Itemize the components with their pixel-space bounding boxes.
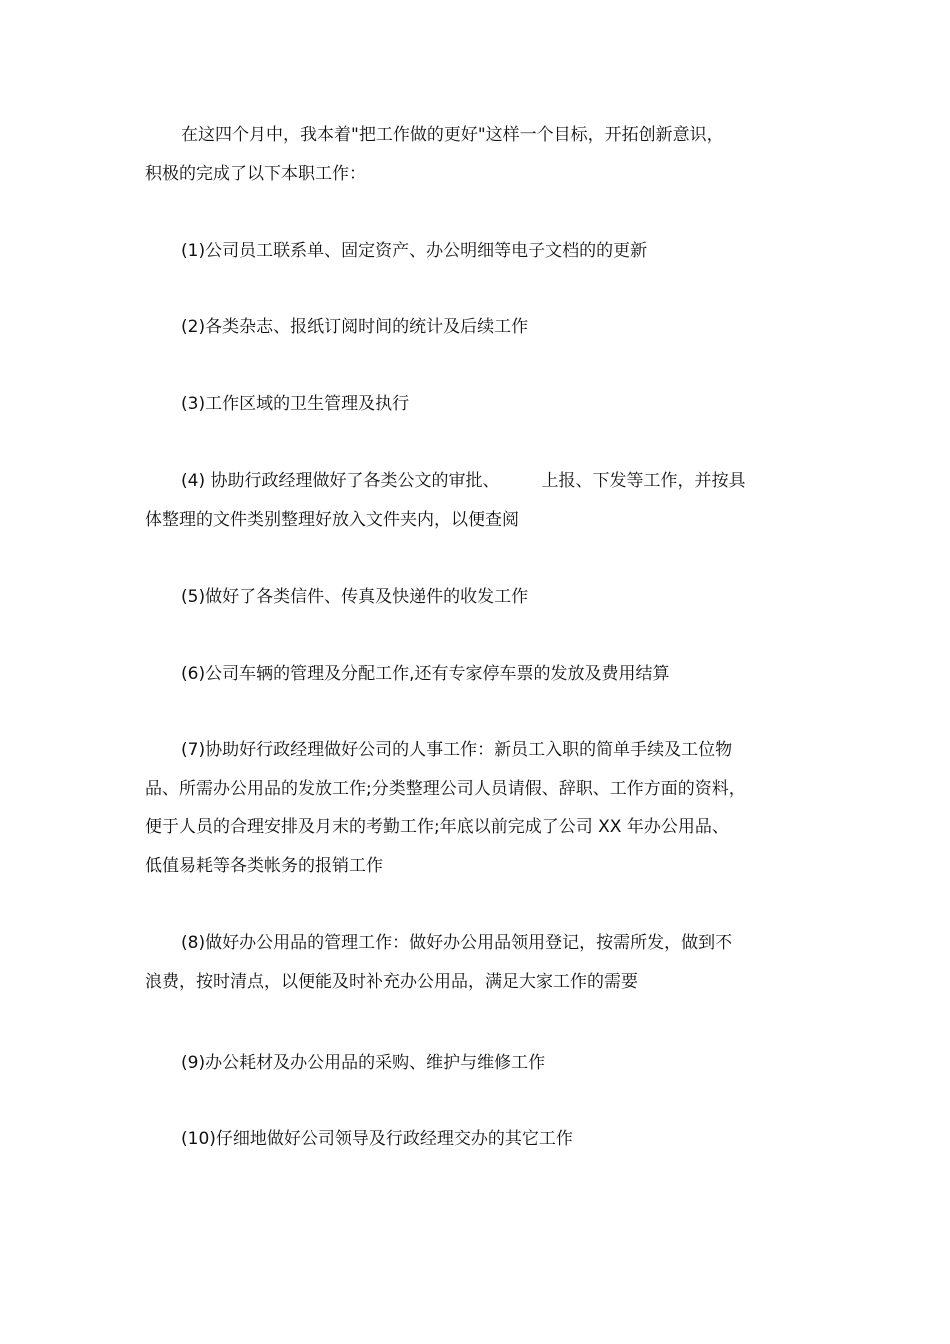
text-line: 低值易耗等各类帐务的报销工作 (145, 855, 383, 876)
text-line: 在这四个月中，我本着"把工作做的更好"这样一个目标，开拓创新意识， (181, 125, 724, 145)
text-line: (9)办公耗材及办公用品的采购、维护与维修工作 (181, 1053, 546, 1073)
text-line: (5)做好了各类信件、传真及快递件的收发工作 (181, 587, 529, 607)
list-item (145, 924, 810, 1001)
intro-paragraph (145, 116, 810, 193)
list-item (145, 385, 810, 424)
text-line: (10)仔细地做好公司领导及行政经理交办的其它工作 (181, 1129, 573, 1149)
list-item (145, 731, 810, 885)
text-line: (7)协助好行政经理做好公司的人事工作：新员工入职的简单手续及工位物 (181, 740, 733, 760)
text-line: 便于人员的合理安排及月末的考勤工作;年底以前完成了公司 XX 年办公用品、 (145, 817, 729, 837)
text-line (145, 462, 810, 501)
text-segment: 上报、下发等工作，并按具 (541, 471, 746, 491)
list-item (145, 1120, 810, 1159)
text-line: (2)各类杂志、报纸订阅时间的统计及后续工作 (181, 317, 529, 337)
list-item (145, 1044, 810, 1083)
text-line: (3)工作区域的卫生管理及执行 (181, 394, 410, 414)
text-line: 体整理的文件类别整理好放入文件夹内，以便查阅 (145, 509, 519, 530)
list-item (145, 578, 810, 617)
list-item (145, 655, 810, 694)
text-segment: (4) 协助行政经理做好了各类公文的审批、 (181, 471, 500, 491)
list-item (145, 462, 810, 539)
list-item (145, 232, 810, 271)
text-line: (1)公司员工联系单、固定资产、办公明细等电子文档的的更新 (181, 241, 648, 261)
text-line: 浪费，按时清点，以便能及时补充办公用品，满足大家工作的需要 (145, 971, 638, 992)
text-line: (8)做好办公用品的管理工作：做好办公用品领用登记，按需所发，做到不 (181, 933, 733, 953)
list-item (145, 308, 810, 347)
text-line: 品、所需办公用品的发放工作;分类整理公司人员请假、辞职、工作方面的资料， (145, 778, 746, 799)
text-line: (6)公司车辆的管理及分配工作,还有专家停车票的发放及费用结算 (181, 664, 670, 684)
text-line: 积极的完成了以下本职工作： (145, 163, 366, 184)
